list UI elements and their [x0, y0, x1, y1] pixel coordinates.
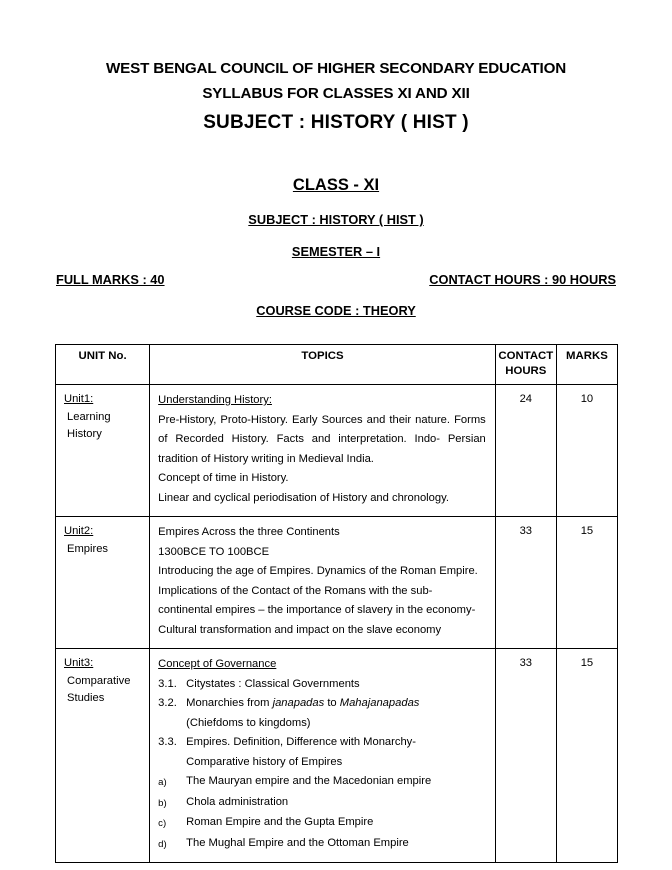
topic-line-2e: continental empires – the importance of slavery in the economy-: [158, 604, 476, 616]
table-row: [56, 649, 618, 863]
contact-hours-cell-2: 33: [495, 517, 556, 649]
table-row: [56, 517, 618, 649]
topic-title-3: Concept of Governance: [158, 658, 277, 670]
topic-extra-line-1a: Concept of time in History.: [158, 472, 289, 484]
table-header-row: [56, 345, 618, 385]
topic-line-2a: Empires Across the three Continents: [158, 526, 340, 538]
contact-hours-cell-3: 33: [495, 649, 556, 863]
marks-cell-3: 15: [556, 649, 617, 863]
numbered-item-3-2-text: [186, 694, 486, 733]
numbered-item-3-2-text-mid: to: [324, 697, 340, 709]
contact-hours-header-line2: HOURS: [505, 365, 547, 377]
topic-line-2f: Cultural transformation and impact on the slave economy: [158, 623, 442, 636]
lettered-item-d-text: The Mughal Empire and the Ottoman Empire: [186, 836, 409, 849]
subject-subheading: [0, 212, 672, 227]
unit-cell-2: [56, 517, 150, 649]
topic-line-2b: 1300BCE TO 100BCE: [158, 545, 270, 558]
numbered-item-3-2: [158, 694, 486, 733]
column-header-unit: UNIT No.: [56, 345, 150, 385]
numbered-item-3-2-italic-mahajanapadas: Mahajanapadas: [339, 697, 420, 709]
marks-cell-2: 15: [556, 517, 617, 649]
contact-hours-label: CONTACT HOURS : 90 HOURS: [429, 272, 616, 287]
unit-number-1: Unit1:: [64, 393, 94, 405]
lettered-item-b: [158, 793, 486, 814]
numbered-item-3-2-marker: 3.2.: [158, 697, 177, 709]
document-heading: [56, 56, 616, 140]
class-heading-text: CLASS - XI: [292, 176, 380, 194]
topics-cell-1: [150, 385, 496, 517]
numbered-item-3-3: [158, 733, 486, 772]
semester-subheading: [0, 244, 672, 259]
lettered-item-d-marker: d): [158, 838, 167, 850]
topics-cell-3: [150, 649, 496, 863]
unit-name-3-line2: Studies: [67, 692, 105, 704]
table-row: [56, 385, 618, 517]
semester-subheading-text: SEMESTER – I: [291, 244, 381, 259]
class-heading: [0, 176, 672, 195]
subject-subheading-text: SUBJECT : HISTORY ( HIST ): [248, 212, 424, 227]
topics-cell-2: [150, 517, 496, 649]
numbered-item-3-3-text: [186, 733, 486, 772]
unit-cell-1: [56, 385, 150, 517]
unit-number-2: Unit2:: [64, 525, 94, 537]
lettered-item-b-text: Chola administration: [186, 795, 289, 808]
numbered-item-3-3-continuation: Comparative history of Empires: [186, 755, 343, 768]
course-code-subheading: [0, 303, 672, 318]
full-marks-label: FULL MARKS : 40: [56, 272, 165, 287]
unit-number-3: Unit3:: [64, 657, 94, 669]
numbered-item-3-2-italic-janapadas: janapadas: [272, 697, 325, 709]
numbered-item-3-1-text: Citystates : Classical Governments: [186, 677, 360, 690]
numbered-item-3-2-text-pre: Monarchies from: [186, 697, 273, 709]
unit-name-3-line1: Comparative: [67, 674, 131, 687]
heading-syllabus-line: SYLLABUS FOR CLASSES XI AND XII: [202, 85, 470, 102]
numbered-item-3-2-continuation: (Chiefdoms to kingdoms): [186, 716, 311, 729]
numbered-item-3-3-marker: 3.3.: [158, 736, 177, 748]
lettered-item-b-marker: b): [158, 797, 167, 809]
unit-name-1: Learning History: [67, 410, 111, 440]
contact-hours-cell-1: 24: [495, 385, 556, 517]
contact-hours-header-line1: CONTACT: [498, 350, 554, 362]
marks-and-hours-row: [56, 272, 616, 287]
marks-cell-1: 10: [556, 385, 617, 517]
lettered-item-c: [158, 813, 486, 834]
syllabus-table: [55, 344, 618, 863]
heading-subject-line: SUBJECT : HISTORY ( HIST ): [203, 112, 469, 133]
column-header-topics: TOPICS: [150, 345, 496, 385]
topic-paragraph-1: Pre-History, Proto-History. Early Sources and their nature. Forms of Recorded History. Facts and interpretation. Indo- Persian tradition of History writing in Medieval India.: [158, 413, 486, 465]
lettered-item-c-marker: c): [158, 818, 167, 829]
topic-title-1: Understanding History:: [158, 394, 272, 406]
course-code-text: COURSE CODE : THEORY: [256, 303, 416, 318]
topic-extra-line-1b: Linear and cyclical periodisation of History and chronology.: [158, 491, 449, 504]
lettered-item-a-marker: a): [158, 777, 167, 788]
lettered-item-c-text: Roman Empire and the Gupta Empire: [186, 816, 374, 828]
lettered-item-a-text: The Mauryan empire and the Macedonian empire: [186, 775, 432, 787]
column-header-contact-hours: [495, 345, 556, 385]
heading-council-line: WEST BENGAL COUNCIL OF HIGHER SECONDARY EDUCATION: [105, 60, 567, 77]
topic-line-2c: Introducing the age of Empires. Dynamics of the Roman Empire.: [158, 565, 478, 577]
lettered-item-a: [158, 772, 486, 793]
numbered-item-3-1-marker: 3.1.: [158, 677, 177, 690]
lettered-item-d: [158, 834, 486, 855]
numbered-item-3-1: [158, 675, 486, 695]
numbered-item-3-3-main: Empires. Definition, Difference with Monarchy-: [186, 736, 417, 748]
topic-line-2d: Implications of the Contact of the Romans with the sub-: [158, 584, 433, 597]
unit-name-2: Empires: [67, 542, 109, 555]
column-header-marks: MARKS: [556, 345, 617, 385]
unit-cell-3: [56, 649, 150, 863]
